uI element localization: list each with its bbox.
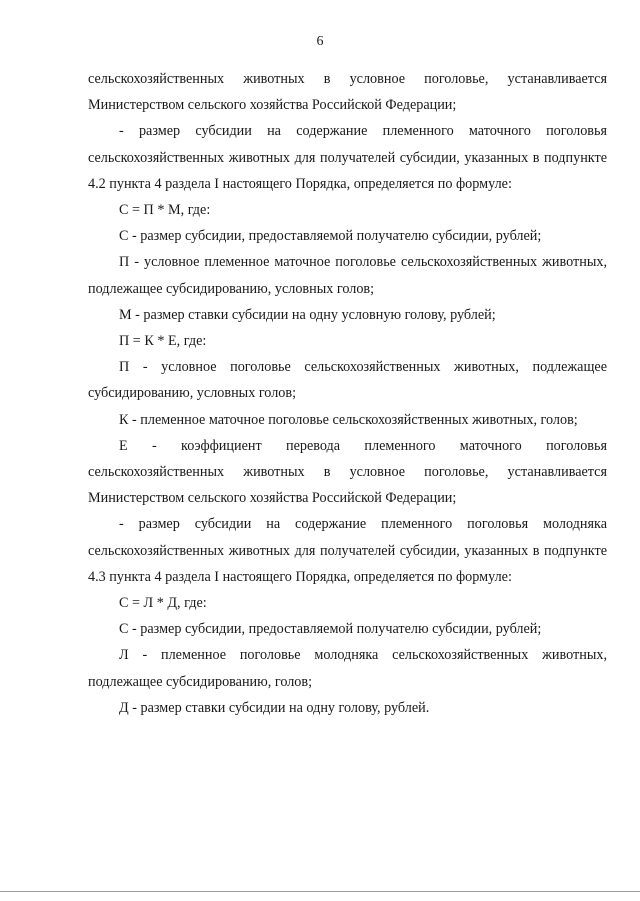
- paragraph: - размер субсидии на содержание племенного маточного поголовья сельскохозяйственных животных для получателей субсидии, указанных в подпункте 4.2 пункта 4 раздела I настоящего Порядка, определяется по формуле:: [88, 123, 607, 192]
- paragraph: М - размер ставки субсидии на одну условную голову, рублей;: [119, 306, 496, 323]
- paragraph: Е - коэффициент перевода племенного маточного поголовья сельскохозяйственных животных в условное поголовье, устанавливается Министерством сельского хозяйства Российской Федерации;: [88, 437, 607, 507]
- paragraph: Л - племенное поголовье молодняка сельскохозяйственных животных, подлежащее субсидированию, голов;: [88, 647, 607, 690]
- paragraph: П = К * Е, где:: [119, 333, 207, 350]
- paragraph: сельскохозяйственных животных в условное поголовье, устанавливается Министерством сельского хозяйства Российской Федерации;: [88, 71, 607, 114]
- paragraph: П - условное поголовье сельскохозяйственных животных, подлежащее субсидированию, условных голов;: [88, 359, 607, 402]
- paragraph: С = Л * Д, где:: [119, 595, 207, 612]
- paragraph: П - условное племенное маточное поголовье сельскохозяйственных животных, подлежащее субсидированию, условных голов;: [88, 254, 607, 297]
- page-number: 6: [316, 34, 324, 49]
- paragraph: С = П * М, где:: [119, 202, 211, 219]
- paragraph: К - племенное маточное поголовье сельскохозяйственных животных, голов;: [119, 411, 578, 428]
- paragraph: - размер субсидии на содержание племенного поголовья молодняка сельскохозяйственных животных для получателей субсидии, указанных в подпункте 4.3 пункта 4 раздела I настоящего Порядка, определяется по формуле:: [88, 516, 607, 585]
- document-body: [88, 66, 607, 721]
- paragraph: С - размер субсидии, предоставляемой получателю субсидии, рублей;: [119, 621, 542, 638]
- paragraph: С - размер субсидии, предоставляемой получателю субсидии, рублей;: [119, 228, 542, 245]
- bottom-rule: [0, 891, 640, 892]
- paragraph: Д - размер ставки субсидии на одну голову, рублей.: [119, 699, 430, 716]
